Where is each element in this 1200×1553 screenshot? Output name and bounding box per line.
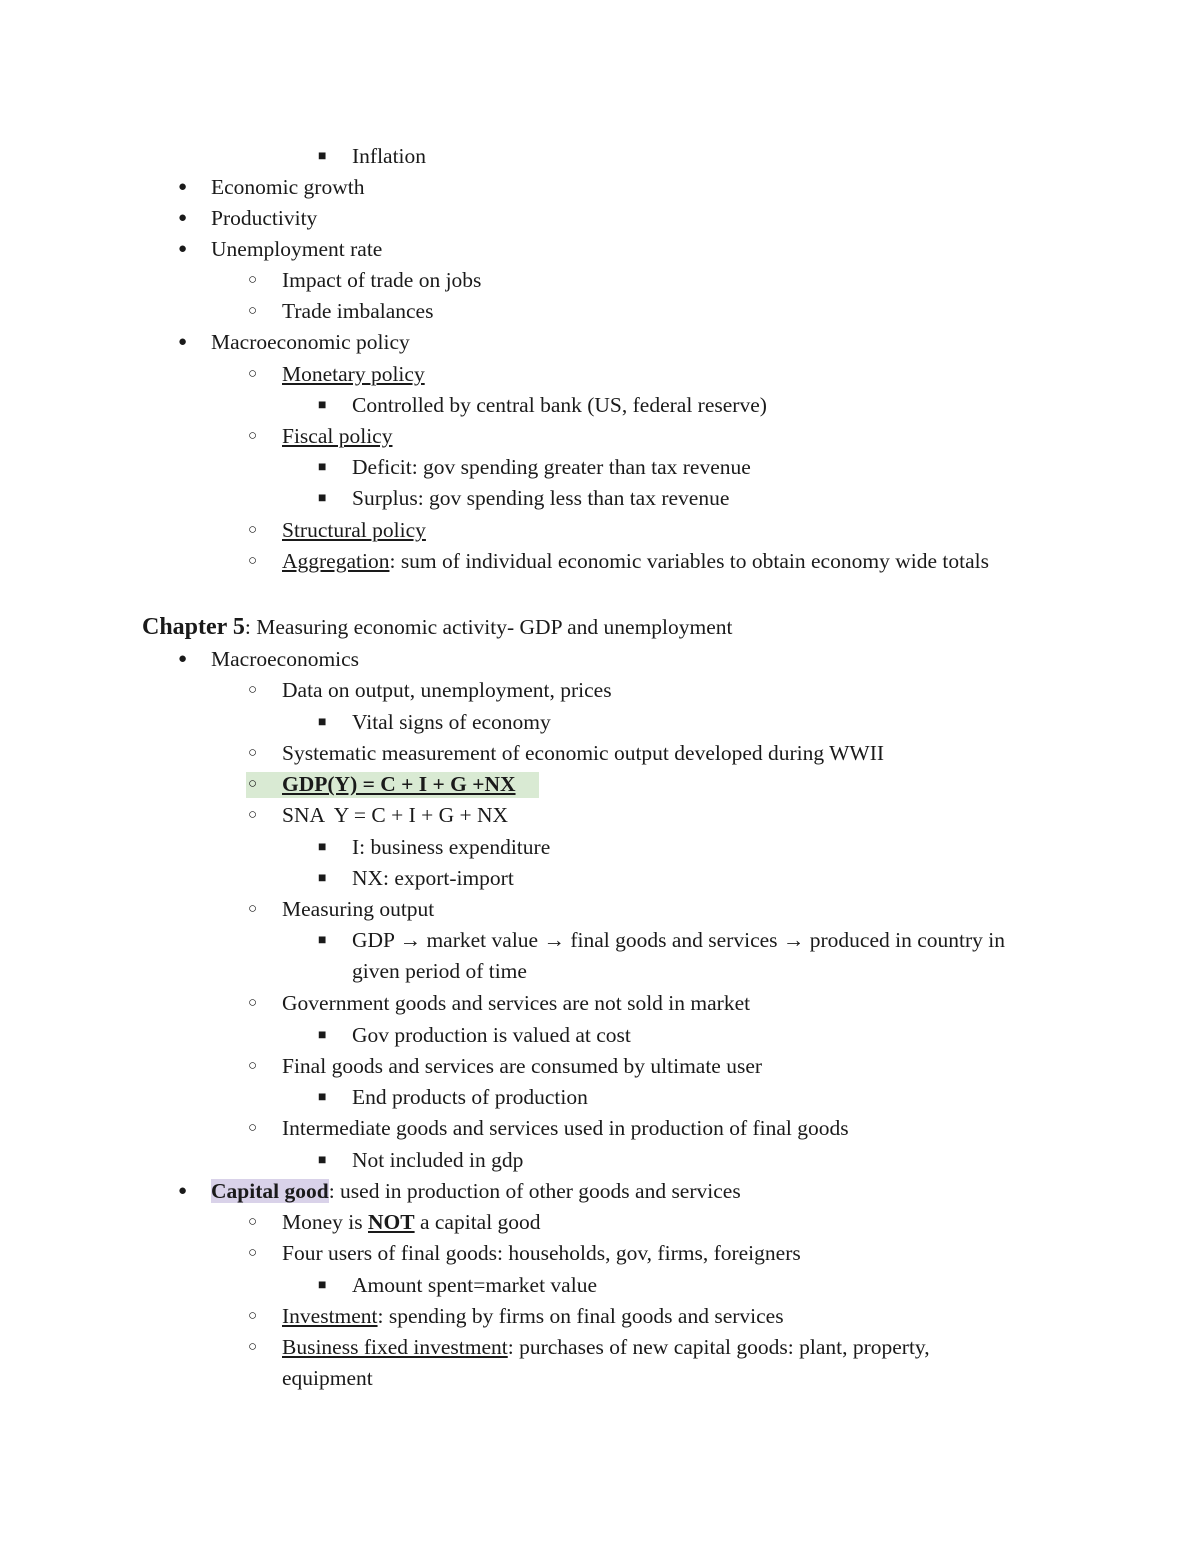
circle-bullet-icon: ○ [248,522,258,538]
list-item: ■ GDP → market value → final goods and services → produced in country in given period of time [0,925,1200,987]
list-item: ● Capital good: used in production of other goods and services [0,1176,1200,1207]
chapter-heading: Chapter 5: Measuring economic activity- GDP and unemployment [142,614,733,640]
list-item: ○ Business fixed investment: purchases of new capital goods: plant, property, equipment [0,1332,1200,1394]
list-item: ■ Inflation [0,141,1200,172]
list-item: ○ Intermediate goods and services used in production of final goods [0,1113,1200,1144]
disc-bullet-icon: ● [178,210,188,226]
circle-bullet-icon: ○ [248,553,258,569]
list-item: ○ Aggregation: sum of individual economic variables to obtain economy wide totals [0,546,1200,577]
list-item: ● Macroeconomics [0,644,1200,675]
circle-bullet-icon: ○ [248,901,258,917]
list-item: ○ SNA Y = C + I + G + NX [0,800,1200,831]
list-item: ○ Fiscal policy [0,421,1200,452]
square-bullet-icon: ■ [318,1153,327,1168]
list-item: ○ Monetary policy [0,359,1200,390]
list-item: ○ Measuring output [0,894,1200,925]
list-item: ○ Trade imbalances [0,296,1200,327]
circle-bullet-icon: ○ [248,1214,258,1230]
disc-bullet-icon: ● [178,651,188,667]
circle-bullet-icon: ○ [248,807,258,823]
list-item: ■ Deficit: gov spending greater than tax revenue [0,452,1200,483]
list-item: ■ End products of production [0,1082,1200,1113]
square-bullet-icon: ■ [318,149,327,164]
square-bullet-icon: ■ [318,1090,327,1105]
circle-bullet-icon: ○ [248,776,258,792]
circle-bullet-icon: ○ [248,303,258,319]
square-bullet-icon: ■ [318,1278,327,1293]
circle-bullet-icon: ○ [248,1308,258,1324]
circle-bullet-icon: ○ [248,1120,258,1136]
list-item: ■ Controlled by central bank (US, federal reserve) [0,390,1200,421]
square-bullet-icon: ■ [318,840,327,855]
square-bullet-icon: ■ [318,460,327,475]
disc-bullet-icon: ● [178,179,188,195]
disc-bullet-icon: ● [178,334,188,350]
list-item: ■ Surplus: gov spending less than tax revenue [0,483,1200,514]
square-bullet-icon: ■ [318,715,327,730]
list-item: ○ Structural policy [0,515,1200,546]
circle-bullet-icon: ○ [248,1058,258,1074]
square-bullet-icon: ■ [318,398,327,413]
disc-bullet-icon: ● [178,241,188,257]
list-item: ■ Vital signs of economy [0,707,1200,738]
square-bullet-icon: ■ [318,491,327,506]
list-item: ● Economic growth [0,172,1200,203]
list-item: ■ Gov production is valued at cost [0,1020,1200,1051]
list-item: ● Macroeconomic policy [0,327,1200,358]
square-bullet-icon: ■ [318,1028,327,1043]
circle-bullet-icon: ○ [248,428,258,444]
circle-bullet-icon: ○ [248,745,258,761]
list-item: ○ GDP(Y) = C + I + G +NX [0,769,1200,800]
list-item: ○ Government goods and services are not sold in market [0,988,1200,1019]
square-bullet-icon: ■ [318,871,327,886]
list-item: ■ Not included in gdp [0,1145,1200,1176]
list-item: ○ Systematic measurement of economic output developed during WWII [0,738,1200,769]
list-item: ● Productivity [0,203,1200,234]
circle-bullet-icon: ○ [248,1339,258,1355]
list-item: ○ Investment: spending by firms on final goods and services [0,1301,1200,1332]
list-item: ○ Money is NOT a capital good [0,1207,1200,1238]
disc-bullet-icon: ● [178,1183,188,1199]
circle-bullet-icon: ○ [248,995,258,1011]
list-item: ○ Impact of trade on jobs [0,265,1200,296]
square-bullet-icon: ■ [318,933,327,948]
list-item: ○ Final goods and services are consumed by ultimate user [0,1051,1200,1082]
circle-bullet-icon: ○ [248,1245,258,1261]
list-item: ○ Data on output, unemployment, prices [0,675,1200,706]
list-item: ○ Four users of final goods: households, gov, firms, foreigners [0,1238,1200,1269]
list-item: ■ NX: export-import [0,863,1200,894]
circle-bullet-icon: ○ [248,366,258,382]
circle-bullet-icon: ○ [248,682,258,698]
list-item: ■ Amount spent=market value [0,1270,1200,1301]
list-item: ■ I: business expenditure [0,832,1200,863]
circle-bullet-icon: ○ [248,272,258,288]
list-item: ● Unemployment rate [0,234,1200,265]
